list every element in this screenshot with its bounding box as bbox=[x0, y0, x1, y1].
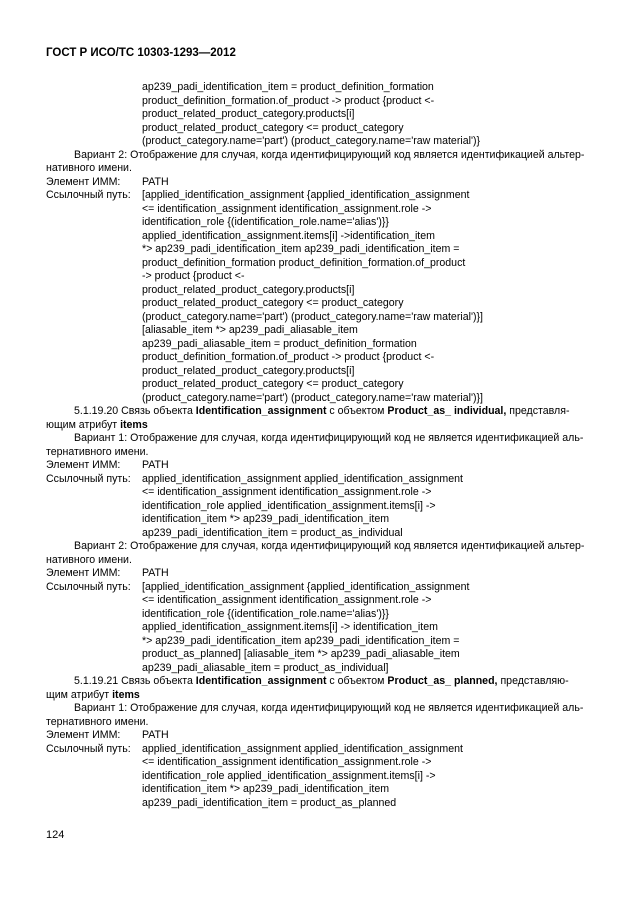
element-value: PATH bbox=[142, 175, 169, 188]
path-line: product_as_planned] [aliasable_item *> ap239_padi_aliasable_item bbox=[142, 648, 460, 660]
path-line: applied_identification_assignment.items[i] -> identification_item bbox=[142, 621, 438, 633]
path-line: *> ap239_padi_identification_item ap239_padi_identification_item = bbox=[142, 243, 460, 255]
element-value: PATH bbox=[142, 567, 169, 579]
page-body bbox=[46, 81, 586, 810]
path-line: identification_role applied_identification_assignment.items[i] -> bbox=[142, 499, 436, 512]
path-line: ap239_padi_identification_item = product_as_planned bbox=[142, 796, 397, 809]
element-row bbox=[46, 567, 586, 581]
ref-path-row bbox=[46, 581, 586, 595]
path-line: product_definition_formation.of_product -> product {product <- bbox=[142, 351, 435, 363]
path-line: [applied_identification_assignment {applied_identification_assignment bbox=[142, 189, 470, 201]
path-line: (product_category.name='part') (product_category.name='raw material')}] bbox=[142, 310, 483, 323]
path-line: product_related_product_category <= product_category bbox=[142, 378, 404, 390]
element-row bbox=[46, 729, 586, 743]
path-line: identification_role {(identification_role.name='alias')}} bbox=[142, 216, 389, 228]
path-line: <= identification_assignment identification_assignment.role -> bbox=[142, 202, 432, 215]
element-label: Элемент ИММ: bbox=[46, 175, 121, 188]
section-heading-cont: щим атрибут items bbox=[46, 688, 140, 701]
path-line: product_related_product_category.products[i] bbox=[142, 364, 355, 377]
variant-heading-cont: нативного имени. bbox=[46, 553, 132, 566]
element-value: PATH bbox=[142, 459, 169, 471]
path-line: identification_role {(identification_role.name='alias')}} bbox=[142, 607, 389, 620]
path-line: (product_category.name='part') (product_category.name='raw material')}] bbox=[142, 391, 483, 404]
path-line: product_definition_formation.of_product -> product {product <- bbox=[142, 94, 435, 107]
path-line: product_definition_formation product_definition_formation.of_product bbox=[142, 256, 466, 269]
path-line: [applied_identification_assignment {applied_identification_assignment bbox=[142, 580, 470, 593]
ref-path-label: Ссылочный путь: bbox=[46, 742, 131, 755]
element-row bbox=[46, 176, 586, 190]
page-number: 124 bbox=[46, 829, 65, 841]
path-continuation bbox=[46, 81, 586, 149]
path-line: ap239_padi_aliasable_item = product_as_individual] bbox=[142, 661, 389, 674]
path-line: ap239_padi_identification_item = product_definition_formation bbox=[142, 81, 434, 93]
variant-heading: Вариант 2: Отображение для случая, когда идентифицирующий код является идентификацией альтер- bbox=[74, 148, 585, 161]
path-line: [aliasable_item *> ap239_padi_aliasable_item bbox=[142, 324, 358, 336]
element-row bbox=[46, 459, 586, 473]
path-line: ap239_padi_aliasable_item = product_definition_formation bbox=[142, 337, 417, 350]
section-heading-cont: ющим атрибут items bbox=[46, 418, 148, 431]
path-line: applied_identification_assignment applied_identification_assignment bbox=[142, 472, 463, 485]
path-line: <= identification_assignment identification_assignment.role -> bbox=[142, 594, 432, 606]
path-line: product_related_product_category.products[i] bbox=[142, 108, 355, 120]
path-line: ap239_padi_identification_item = product_as_individual bbox=[142, 526, 403, 539]
path-line: product_related_product_category <= product_category bbox=[142, 297, 404, 309]
path-line: identification_item *> ap239_padi_identification_item bbox=[142, 513, 390, 525]
path-line: applied_identification_assignment.items[i] ->identification_item bbox=[142, 229, 435, 242]
path-line: product_related_product_category <= product_category bbox=[142, 121, 404, 134]
path-line: identification_role applied_identification_assignment.items[i] -> bbox=[142, 769, 436, 782]
section-heading-5-1-19-20: 5.1.19.20 Связь объекта Identification_assignment с объектом Product_as_ individual, представля- bbox=[74, 405, 570, 417]
path-line: <= identification_assignment identification_assignment.role -> bbox=[142, 756, 432, 768]
element-value: PATH bbox=[142, 729, 169, 741]
variant-heading: Вариант 2: Отображение для случая, когда идентифицирующий код является идентификацией альтер- bbox=[74, 540, 585, 552]
path-line: identification_item *> ap239_padi_identification_item bbox=[142, 783, 390, 795]
path-line: applied_identification_assignment applied_identification_assignment bbox=[142, 742, 463, 755]
ref-path-row bbox=[46, 189, 586, 203]
element-label: Элемент ИММ: bbox=[46, 459, 121, 471]
element-label: Элемент ИММ: bbox=[46, 729, 121, 741]
path-line: (product_category.name='part') (product_category.name='raw material')} bbox=[142, 135, 481, 147]
variant-heading-cont: тернативного имени. bbox=[46, 715, 149, 728]
element-label: Элемент ИММ: bbox=[46, 567, 121, 579]
variant-heading: Вариант 1: Отображение для случая, когда идентифицирующий код не является идентификацией аль- bbox=[74, 702, 584, 714]
path-line: product_related_product_category.products[i] bbox=[142, 283, 355, 296]
ref-path-label: Ссылочный путь: bbox=[46, 580, 131, 593]
ref-path-label: Ссылочный путь: bbox=[46, 472, 131, 485]
document-header: ГОСТ Р ИСО/ТС 10303-1293—2012 bbox=[46, 47, 236, 59]
path-line: -> product {product <- bbox=[142, 270, 245, 282]
ref-path-row bbox=[46, 473, 586, 487]
ref-path-row bbox=[46, 743, 586, 757]
path-line: <= identification_assignment identification_assignment.role -> bbox=[142, 486, 432, 498]
variant-heading-cont: нативного имени. bbox=[46, 162, 132, 174]
section-heading-5-1-19-21: 5.1.19.21 Связь объекта Identification_assignment с объектом Product_as_ planned, представляю- bbox=[74, 675, 569, 687]
variant-heading-cont: тернативного имени. bbox=[46, 445, 149, 458]
path-line: *> ap239_padi_identification_item ap239_padi_identification_item = bbox=[142, 634, 460, 647]
variant-heading: Вариант 1: Отображение для случая, когда идентифицирующий код не является идентификацией аль- bbox=[74, 432, 584, 444]
ref-path-label: Ссылочный путь: bbox=[46, 189, 131, 201]
